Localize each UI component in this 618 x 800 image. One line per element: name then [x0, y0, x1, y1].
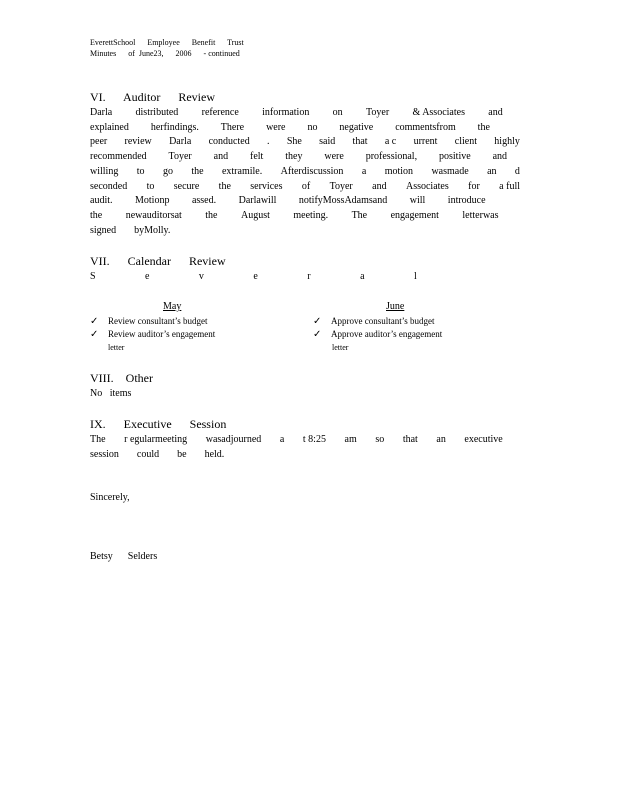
word: conducted	[208, 136, 250, 148]
word: go	[162, 165, 173, 177]
word: The	[90, 434, 106, 445]
may-item	[90, 315, 207, 328]
june-item	[313, 328, 442, 341]
word: and	[488, 107, 503, 118]
word: they	[285, 151, 303, 163]
word: and	[372, 180, 387, 192]
text-line	[90, 448, 520, 463]
word: that	[352, 136, 368, 148]
word: positive	[439, 151, 471, 163]
word: to	[136, 165, 145, 177]
word: herfindings.	[150, 121, 199, 133]
june-item	[313, 315, 434, 328]
word: the	[191, 165, 204, 177]
word: August	[240, 209, 270, 221]
word: seconded	[90, 180, 128, 192]
word: & Associates	[412, 107, 465, 118]
word: negative	[339, 121, 374, 133]
signature-name: Betsy Selders	[90, 551, 158, 562]
word: Darla	[90, 107, 113, 118]
word: meeting.	[293, 209, 329, 221]
checkmark-icon: ✓	[313, 316, 322, 327]
word: and	[492, 151, 508, 163]
text-line	[90, 224, 520, 239]
word: highly	[494, 136, 520, 148]
word: explained	[90, 121, 129, 133]
word: an	[436, 434, 446, 445]
section-6-body	[90, 106, 520, 238]
word: distributed	[135, 107, 179, 118]
word: secure	[173, 180, 200, 192]
word: professional,	[365, 151, 418, 163]
word: will	[409, 195, 426, 207]
section-8-heading: VIII. Other	[90, 371, 153, 385]
june-item-text: Approve consultant’s budget	[331, 316, 435, 326]
text-line	[90, 135, 520, 150]
word: Darla	[169, 136, 192, 148]
word: Toyer	[365, 107, 390, 118]
word: byMolly.	[134, 224, 171, 236]
word: the	[205, 209, 218, 221]
header-subtitle: Minutes of June23, 2006 - continued	[90, 49, 240, 58]
word: could	[136, 448, 160, 460]
may-item-text: Review auditor’s engagement	[108, 329, 216, 339]
text-line	[90, 433, 503, 448]
section-7-intro	[90, 270, 520, 285]
word: urrent	[413, 136, 438, 148]
word: the	[218, 180, 231, 192]
checkmark-icon: ✓	[90, 329, 99, 340]
word: for	[468, 180, 480, 192]
june-item-text: Approve auditor’s engagement	[331, 329, 443, 339]
word: Darlawill	[238, 195, 277, 207]
word: notifyMossAdamsand	[298, 195, 388, 207]
word: no	[307, 121, 318, 133]
word: Toyer	[329, 180, 353, 192]
word: reference	[201, 107, 239, 118]
word: an	[487, 165, 497, 177]
word: There	[220, 121, 245, 133]
word: audit.	[90, 195, 113, 207]
word: wasadjourned	[205, 434, 262, 445]
section-7-heading: VII. Calendar Review	[90, 254, 226, 268]
word: session	[90, 448, 119, 460]
word: assed.	[191, 195, 217, 207]
word: held.	[204, 448, 225, 460]
word: willing	[90, 165, 119, 177]
section-6-heading: VI. Auditor Review	[90, 90, 215, 104]
may-item-continuation: letter	[108, 343, 125, 352]
section-9-body	[90, 433, 520, 462]
word: letterwas	[462, 209, 499, 221]
word: a	[360, 271, 365, 282]
word: v	[198, 271, 204, 282]
word: commentsfrom	[395, 121, 456, 133]
section-9-heading: IX. Executive Session	[90, 417, 227, 431]
word: a c	[384, 136, 397, 148]
word: d	[514, 165, 520, 177]
word: r	[307, 271, 311, 282]
word: .	[267, 136, 270, 148]
text-line	[90, 165, 520, 180]
word: signed	[90, 224, 117, 236]
word: so	[375, 434, 385, 445]
header-title: EverettSchool Employee Benefit Trust	[90, 38, 244, 47]
june-column-heading: June	[386, 301, 405, 312]
word: motion	[384, 165, 414, 177]
text-line	[90, 270, 417, 285]
word: wasmade	[431, 165, 469, 177]
word: a	[279, 434, 285, 445]
word: engagement	[390, 209, 439, 221]
word: She	[286, 136, 302, 148]
word: l	[413, 271, 417, 282]
word: felt	[250, 151, 264, 163]
word: Motionp	[135, 195, 170, 207]
checkmark-icon: ✓	[90, 316, 99, 327]
word: to	[146, 180, 155, 192]
word: S	[90, 271, 96, 282]
word: recommended	[90, 151, 147, 163]
word: Associates	[405, 180, 449, 192]
word: peer	[90, 136, 108, 148]
text-line	[90, 180, 520, 195]
word: extramile.	[221, 165, 263, 177]
word: on	[332, 107, 343, 118]
word: client	[454, 136, 477, 148]
may-column-heading: May	[163, 301, 182, 312]
word: that	[402, 434, 418, 445]
word: The	[351, 209, 368, 221]
may-item-text: Review consultant’s budget	[108, 316, 208, 326]
section-8-text: No items	[90, 388, 132, 399]
word: and	[213, 151, 229, 163]
checkmark-icon: ✓	[313, 329, 322, 340]
word: information	[262, 107, 310, 118]
word: were	[266, 121, 286, 133]
word: am	[344, 434, 357, 445]
text-line	[90, 209, 499, 224]
text-line	[90, 150, 507, 165]
june-item-continuation: letter	[332, 343, 349, 352]
text-line	[90, 194, 486, 209]
word: services	[250, 180, 283, 192]
word: e	[253, 271, 258, 282]
text-line	[90, 106, 503, 121]
word: t 8:25	[302, 434, 326, 445]
salutation: Sincerely,	[90, 492, 130, 503]
word: Toyer	[168, 151, 192, 163]
word: said	[319, 136, 336, 148]
word: of	[301, 180, 311, 192]
word: a	[361, 165, 367, 177]
word: review	[124, 136, 152, 148]
word: Afterdiscussion	[280, 165, 344, 177]
word: executive	[464, 434, 503, 445]
word: the	[90, 209, 103, 221]
word: be	[177, 448, 187, 460]
word: a full	[499, 180, 520, 192]
word: the	[477, 121, 490, 133]
text-line	[90, 121, 490, 136]
word: r egularmeeting	[124, 434, 188, 445]
word: introduce	[447, 195, 486, 207]
word: newauditorsat	[125, 209, 182, 221]
word: e	[145, 271, 150, 282]
may-item	[90, 328, 215, 341]
word: were	[324, 151, 344, 163]
